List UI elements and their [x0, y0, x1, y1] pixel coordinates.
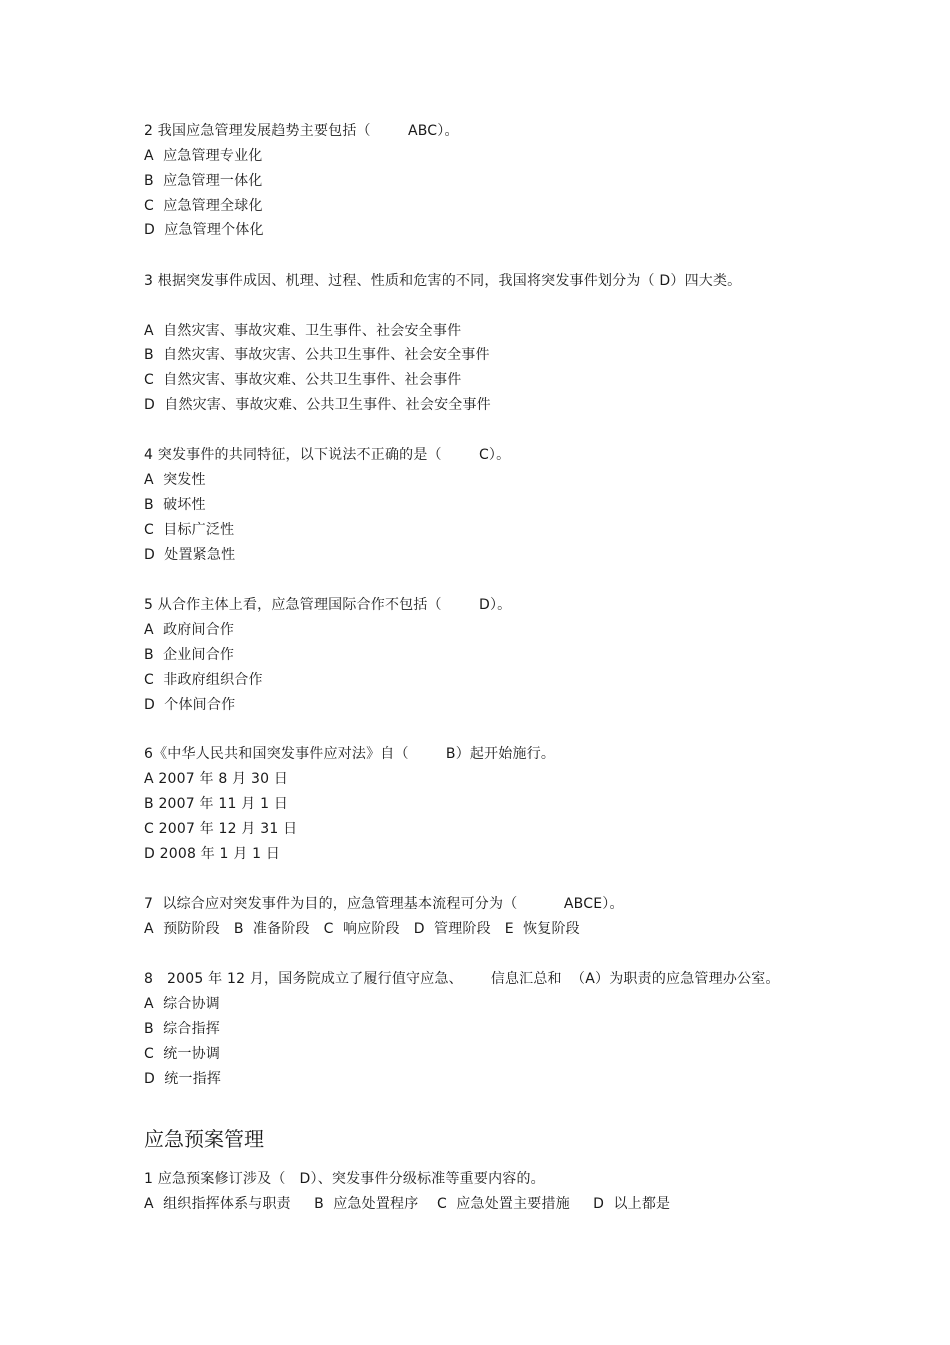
question-4-option-c: C 目标广泛性: [144, 522, 235, 538]
question-4-option-b: B 破坏性: [144, 497, 206, 513]
question-8-option-b: B 综合指挥: [144, 1021, 220, 1037]
question-6-option-a: A 2007 年 8 月 30 日: [144, 771, 289, 787]
question-8-stem: 8 2005 年 12 月，国务院成立了履行值守应急、 信息汇总和 （A）为职责的应急管理办公室。: [144, 971, 780, 987]
question-5-stem: 5 从合作主体上看，应急管理国际合作不包括（ D）。: [144, 597, 512, 613]
section-heading: 应急预案管理: [144, 1127, 264, 1151]
question-8-option-c: C 统一协调: [144, 1046, 221, 1062]
question-4-option-a: A 突发性: [144, 472, 206, 488]
question-3-option-a: A 自然灾害、事故灾难、卫生事件、社会安全事件: [144, 323, 462, 339]
question-5-option-d: D 个体间合作: [144, 697, 236, 713]
question-2-option-d: D 应急管理个体化: [144, 222, 264, 238]
question-5-option-b: B 企业间合作: [144, 647, 235, 663]
question-3-option-b: B 自然灾害、事故灾害、公共卫生事件、社会安全事件: [144, 347, 490, 363]
question-6-option-b: B 2007 年 11 月 1 日: [144, 796, 289, 812]
question-7-options: A 预防阶段 B 准备阶段 C 响应阶段 D 管理阶段 E 恢复阶段: [144, 921, 580, 937]
question-2-option-a: A 应急管理专业化: [144, 148, 263, 164]
question-2-option-b: B 应急管理一体化: [144, 173, 263, 189]
question-6-option-d: D 2008 年 1 月 1 日: [144, 846, 281, 862]
question-3-stem: 3 根据突发事件成因、机理、过程、性质和危害的不同，我国将突发事件划分为（ D）四大类。: [144, 273, 742, 289]
question-6-stem: 6《中华人民共和国突发事件应对法》自（ B）起开始施行。: [144, 746, 556, 762]
question-7-stem: 7 以综合应对突发事件为目的，应急管理基本流程可分为（ ABCE）。: [144, 896, 624, 912]
section-question-1-stem: 1 应急预案修订涉及（ D）、突发事件分级标准等重要内容的。: [144, 1171, 545, 1187]
question-5-option-a: A 政府间合作: [144, 622, 235, 638]
question-4-stem: 4 突发事件的共同特征，以下说法不正确的是（ C）。: [144, 447, 511, 463]
question-2-option-c: C 应急管理全球化: [144, 198, 263, 214]
question-6-option-c: C 2007 年 12 月 31 日: [144, 821, 298, 837]
question-3-option-d: D 自然灾害、事故灾难、公共卫生事件、社会安全事件: [144, 397, 491, 413]
question-8-option-d: D 统一指挥: [144, 1071, 222, 1087]
question-8-option-a: A 综合协调: [144, 996, 220, 1012]
question-4-option-d: D 处置紧急性: [144, 547, 236, 563]
question-3-option-c: C 自然灾害、事故灾难、公共卫生事件、社会事件: [144, 372, 462, 388]
question-2-stem: 2 我国应急管理发展趋势主要包括（ ABC）。: [144, 123, 459, 139]
question-5-option-c: C 非政府组织合作: [144, 672, 263, 688]
section-question-1-options: A 组织指挥体系与职责 B 应急处置程序 C 应急处置主要措施 D 以上都是: [144, 1196, 671, 1212]
